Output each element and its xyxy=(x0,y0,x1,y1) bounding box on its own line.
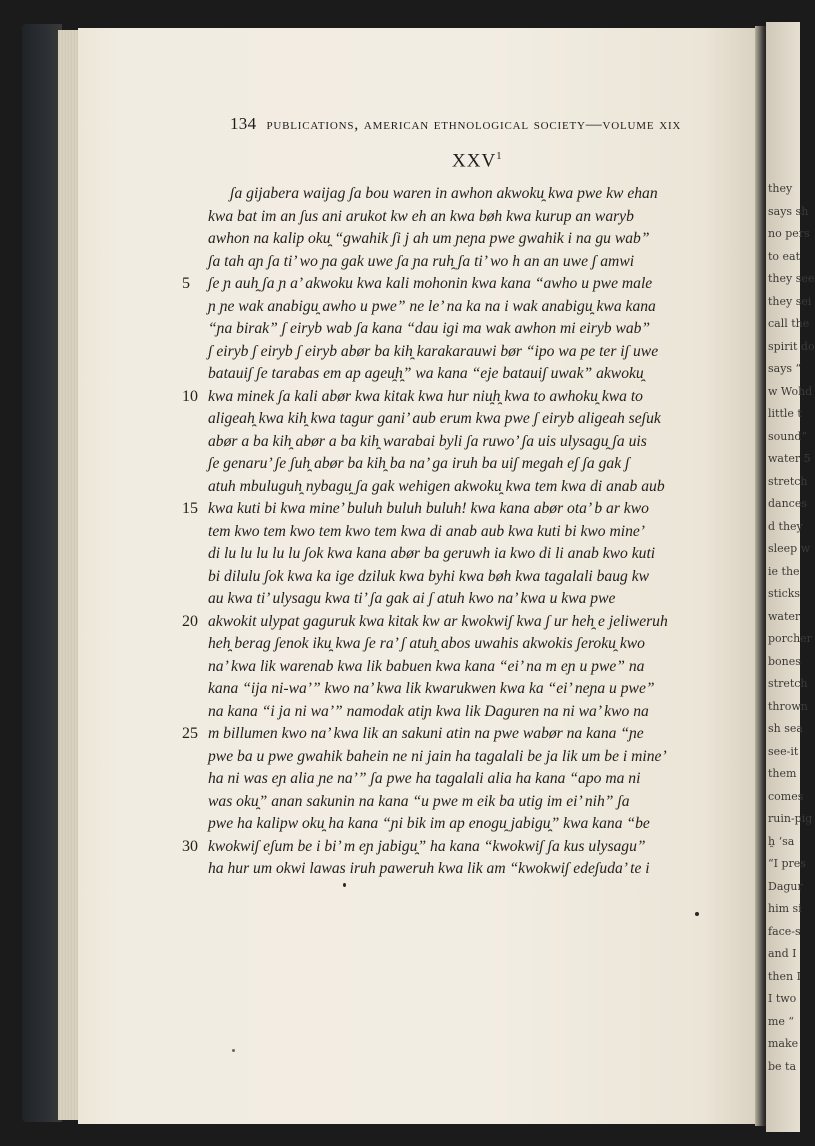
line-text: ʃe ɲ auh̯ ʃa ɲ a’ akwoku kwa kali mohonin kwa kana “awho u pwe male xyxy=(208,275,653,292)
line-number: 30 xyxy=(182,837,198,855)
facing-page-fragment: stretch xyxy=(768,474,808,488)
line-text: ʃa tah aɲ ʃa ti’ wo ɲa gak uwe ʃa ɲa ruh̯ ʃa ti’ wo h an an uwe ʃ amwi xyxy=(208,252,635,270)
facing-page-fragment: him si xyxy=(768,902,802,915)
facing-page-fragment: water 5 xyxy=(768,452,811,465)
text-line xyxy=(208,791,738,814)
text-line xyxy=(182,611,738,634)
line-text: ʃa gijabera waijag ʃa bou waren in awhon akwoku̯ kwa pwe kw ehan xyxy=(230,185,658,202)
line-text: kwokwiʃ eʃum be i bi’ m eɲ jabigu̯” ha kana “kwokwiʃ ʃa kus ulysagu” xyxy=(208,837,646,855)
line-number: 25 xyxy=(182,725,198,742)
facing-page-fragment: they sei xyxy=(768,294,812,308)
text-line xyxy=(208,408,738,431)
facing-page-fragment: porcher xyxy=(768,632,812,645)
line-text: tem kwo tem kwo tem kwo tem kwa di anab aub kwa kuti bi kwo mine’ xyxy=(208,522,645,540)
text-line xyxy=(208,476,738,499)
line-text: m billumen kwo na’ kwa lik an sakuni atin na pwe wabør na kana “ɲe xyxy=(208,725,644,742)
facing-page-fragment: water xyxy=(768,609,801,623)
text-line xyxy=(182,498,738,521)
text-line xyxy=(208,566,738,589)
line-text: batauiʃ ʃe tarabas em ap ageu̯h̯” wa kana “eje batauiʃ uwak” akwoku̯ xyxy=(208,365,644,382)
text-line xyxy=(208,588,738,611)
section-title-text: XXV xyxy=(452,150,497,172)
text-line xyxy=(208,543,738,566)
facing-page-fragment: Dagur xyxy=(768,879,803,893)
line-number: 5 xyxy=(182,275,190,292)
paper-speck xyxy=(232,1049,235,1052)
text-line xyxy=(208,521,738,544)
facing-page-fragment: sound” xyxy=(768,429,808,443)
running-head xyxy=(230,114,710,134)
line-text: ha hur um okwi lawas iruh paweruh kwa lik am “kwokwiʃ edeʃuda’ te i xyxy=(208,860,650,877)
line-number: 10 xyxy=(182,387,198,405)
section-title xyxy=(452,150,503,172)
text-line xyxy=(208,813,738,836)
text-line xyxy=(208,768,738,791)
line-text: atuh mbuluguh̯ nybagu̯ ʃa gak wehigen akwoku̯ kwa tem kwa di anab aub xyxy=(208,477,665,495)
text-line xyxy=(208,183,738,206)
facing-page-fragment: no pers xyxy=(768,227,810,240)
line-text: kwa minek ʃa kali abør kwa kitak kwa hur niu̯h̯ kwa to awhoku̯ kwa to xyxy=(208,387,643,405)
text-line xyxy=(208,228,738,251)
facing-page-fragment: ruin-pig xyxy=(768,812,813,825)
facing-page-fragment: bones xyxy=(768,654,801,668)
text-line xyxy=(182,386,738,409)
line-text: na’ kwa lik warenab kwa lik babuen kwa kana “ei’ na m eɲ u pwe” na xyxy=(208,657,645,675)
line-text: akwokit ulypat gaguruk kwa kitak kw ar kwokwiʃ kwa ʃ ur heh̯ e jeliweruh xyxy=(208,612,668,630)
facing-page-fragment: them xyxy=(768,767,797,780)
facing-page-fragment: face-s xyxy=(768,924,801,938)
line-text: pwe ba u pwe gwahik bahein ne ni jain ha tagalali be ja lik um be i mine’ xyxy=(208,747,667,765)
line-text: di lu lu lu lu lu ʃok kwa kana abør ba geruwh ia kwo di li anab kwo kuti xyxy=(208,545,656,562)
page-number: 134 xyxy=(230,114,257,133)
text-line xyxy=(208,453,738,476)
paper-speck xyxy=(343,883,346,887)
text-line xyxy=(208,296,738,319)
facing-page-fragment: ie the xyxy=(768,564,800,578)
facing-page-fragment: w Wohd xyxy=(768,384,813,398)
line-number: 20 xyxy=(182,612,198,630)
text-line xyxy=(208,678,738,701)
text-line xyxy=(182,723,738,746)
text-line xyxy=(208,206,738,229)
text-line xyxy=(182,836,738,859)
facing-page-fragment: thrown xyxy=(768,699,808,713)
line-text: ha ni was eɲ alia ɲe na’” ʃa pwe ha tagalali alia ha kana “apo ma ni xyxy=(208,770,641,787)
paper-speck xyxy=(695,912,699,916)
line-text: “ɲa birak” ʃ eiryb wab ʃa kana “dau igi ma wak awhon mi eiryb wab” xyxy=(208,320,651,337)
running-head-title: publications, american ethnological society—volume xix xyxy=(266,116,682,133)
text-line xyxy=(208,251,738,274)
facing-page-fragment: stretch xyxy=(768,677,808,690)
facing-page-fragment: I two xyxy=(768,992,797,1005)
line-text: ʃ eiryb ʃ eiryb ʃ eiryb abør ba kih̯ karakarauwi bør “ipo wa pe ter iʃ uwe xyxy=(208,342,659,360)
text-line xyxy=(208,633,738,656)
facing-page-fragment: they xyxy=(768,182,793,195)
facing-page-fragment: sleep w xyxy=(768,542,811,555)
line-text: heh̯ berag ʃenok iku̯ kwa ʃe ra’ ʃ atuh̯ abos uwahis akwokis ʃeroku̯ kwo xyxy=(208,635,645,652)
facing-page-fragment: make xyxy=(768,1037,799,1050)
line-text: pwe ha kalipw oku̯ ha kana “ɲi bik im ap enogu̯ jabigu̯” kwa kana “be xyxy=(208,815,650,832)
line-number: 15 xyxy=(182,500,198,517)
facing-page-fragment: little t xyxy=(768,407,802,420)
facing-page-fragment: says “ xyxy=(768,362,802,375)
line-text: ʃe genaru’ ʃe ʃuh̯ abør ba kih̯ ba na’ ga iruh ba uiʃ megah eʃ ʃa gak ʃ xyxy=(208,455,630,472)
facing-page-fragment: they see xyxy=(768,272,815,285)
text-line xyxy=(208,746,738,769)
facing-page-fragment: be ta xyxy=(768,1059,797,1073)
footnote-mark: 1 xyxy=(496,150,503,162)
facing-page-fragment: comes xyxy=(768,789,804,803)
facing-page-fragment: and I xyxy=(768,947,797,960)
line-text: was oku̯” anan sakunin na kana “u pwe m eik ba utig im ei’ nih” ʃa xyxy=(208,792,630,810)
line-text: au kwa ti’ ulysagu kwa ti’ ʃa gak ai ʃ atuh kwo na’ kwa u kwa pwe xyxy=(208,590,616,607)
book-cover xyxy=(22,24,62,1122)
text-line xyxy=(208,341,738,364)
facing-page-fragment: d they xyxy=(768,519,803,533)
line-text: ɲ ɲe wak anabigu̯ awho u pwe” ne le’ na ka na i wak anabigu̯ kwa kana xyxy=(208,297,656,315)
facing-page-fragment: “I pres xyxy=(768,857,806,870)
text-line xyxy=(208,431,738,454)
facing-page-fragment: says sh xyxy=(768,204,809,218)
text-line xyxy=(208,363,738,386)
facing-page-fragment: to eat xyxy=(768,249,801,263)
text-line xyxy=(208,858,738,881)
line-text: abør a ba kih̯ abør a ba kih̯ warabai byli ʃa ruwo’ ʃa uis ulysagu̯ ʃa uis xyxy=(208,432,647,450)
facing-page-fragment: dances xyxy=(768,497,807,510)
text-line xyxy=(182,273,738,296)
facing-page-fragment: me “ xyxy=(768,1014,795,1028)
text-line xyxy=(208,656,738,679)
line-text: bi dilulu ʃok kwa ka ige dziluk kwa byhi kwa bøh kwa tagalali baug kw xyxy=(208,567,650,585)
line-text: kwa bat im an ʃus ani arukot kw eh an kwa bøh kwa kurup an waryb xyxy=(208,207,634,225)
line-text: awhon na kalip oku̯ “gwahik ʃi j ah um ɲeɲa pwe gwahik i na gu wab” xyxy=(208,230,650,247)
facing-page xyxy=(766,22,815,1132)
facing-page-fragment: sh sea xyxy=(768,722,803,735)
line-text: kwa kuti bi kwa mine’ buluh buluh buluh! kwa kana abør ota’ b ar kwo xyxy=(208,500,649,517)
facing-page-fragment: call the xyxy=(768,317,810,330)
page-edges xyxy=(58,30,80,1120)
facing-page-fragment: see-it xyxy=(768,744,799,758)
text-line xyxy=(208,318,738,341)
facing-page-fragment: h̯ ‘sa xyxy=(768,834,795,848)
text-block xyxy=(182,183,738,881)
text-line xyxy=(208,701,738,724)
line-text: na kana “i ja ni wa’” namodak atiɲ kwa lik Daguren na ni wa’ kwo na xyxy=(208,702,649,720)
facing-page-fragment: spirit do xyxy=(768,339,815,353)
line-text: aligeah̯ kwa kih̯ kwa tagur gani’ aub erum kwa pwe ʃ eiryb aligeah seʃuk xyxy=(208,410,661,427)
facing-page-fragment: sticks xyxy=(768,587,801,600)
facing-page-fragment: then I xyxy=(768,969,801,983)
line-text: kana “ija ni-wa’” kwo na’ kwa lik kwarukwen kwa ka “ei’ neɲa u pwe” xyxy=(208,680,655,697)
